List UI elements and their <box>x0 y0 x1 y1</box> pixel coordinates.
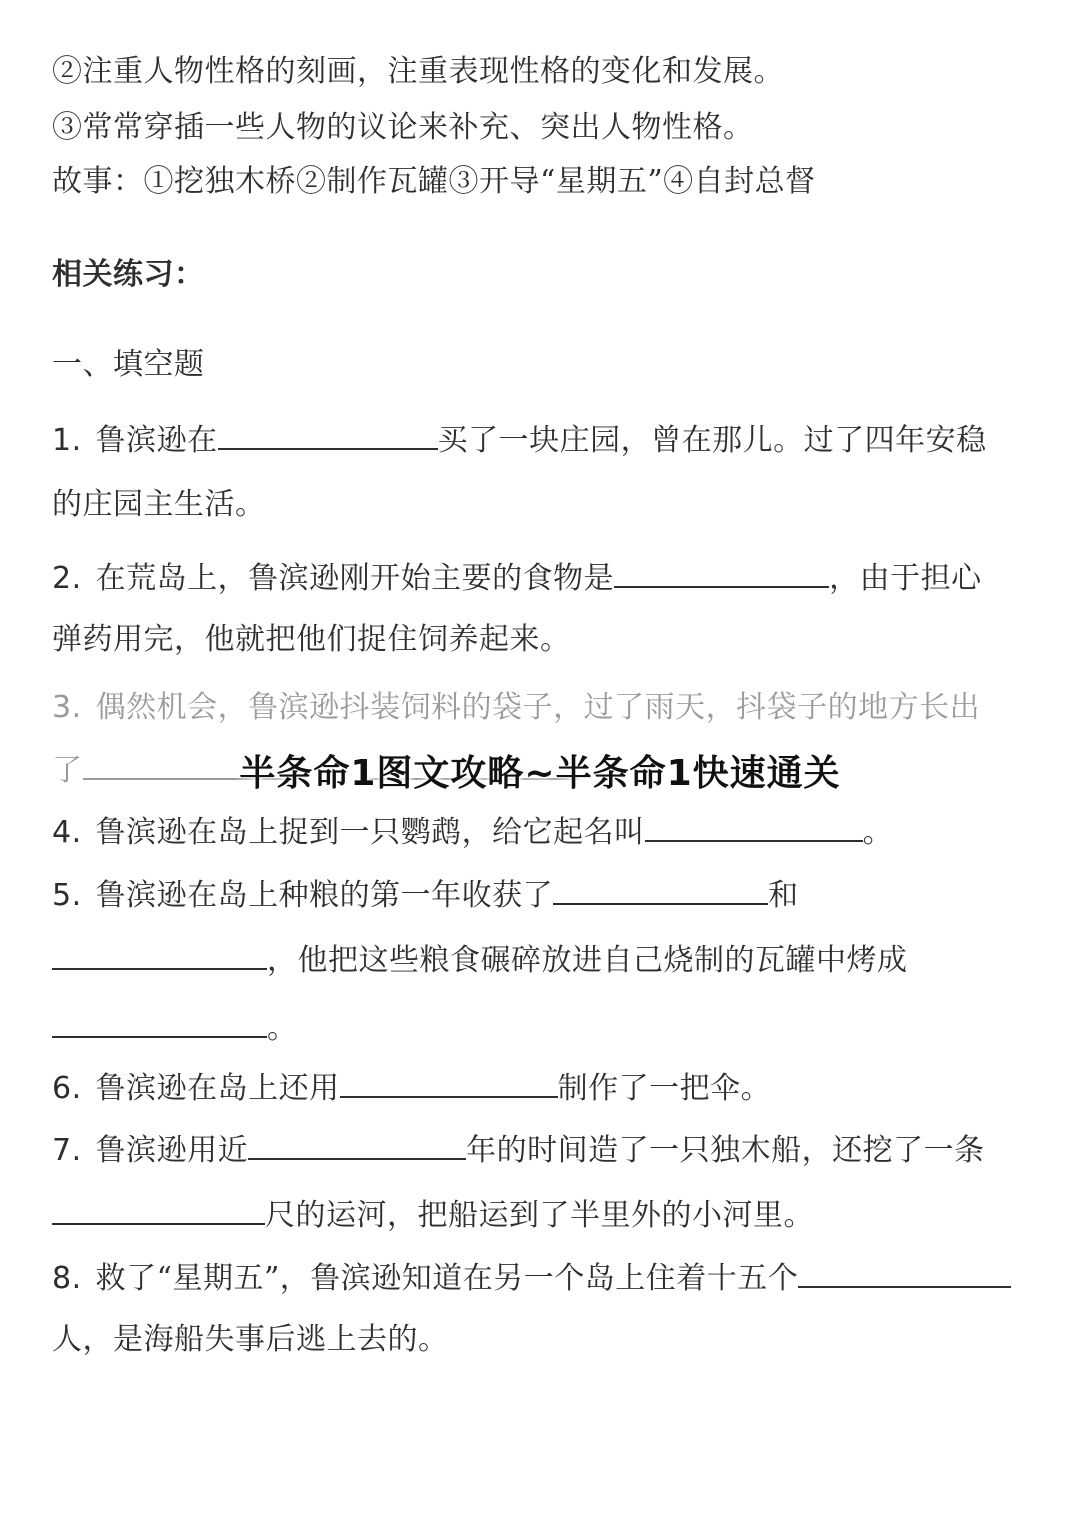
question-6-line <box>52 1068 771 1109</box>
question-5-line-3 <box>52 1008 298 1049</box>
question-3-line-1 <box>52 688 980 728</box>
answer-blank[interactable] <box>52 1008 267 1038</box>
question-text: ，由于担心 <box>829 561 982 596</box>
question-number: 2. <box>52 561 82 596</box>
question-1-line-2: 的庄园主生活。 <box>52 487 266 522</box>
question-2-line-1 <box>52 558 982 599</box>
question-7-line-2 <box>52 1195 814 1236</box>
question-text: 鲁滨逊用近 <box>95 1133 249 1168</box>
question-text: 尺的运河，把船运到了半里外的小河里。 <box>265 1198 814 1233</box>
question-number: 5. <box>52 878 82 913</box>
question-number: 3. <box>52 690 82 725</box>
question-text: 。 <box>862 815 894 850</box>
answer-blank[interactable] <box>340 1068 558 1098</box>
summary-point-3: ③常常穿插一些人物的议论来补充、突出人物性格。 <box>52 110 754 145</box>
answer-blank[interactable] <box>218 420 438 450</box>
question-number: 6. <box>52 1071 82 1106</box>
question-text: 救了“星期五”，鲁滨逊知道在另一个岛上住着十五个 <box>95 1261 799 1296</box>
question-text: 鲁滨逊在岛上种粮的第一年收获了 <box>95 878 554 913</box>
question-text: 鲁滨逊在 <box>95 423 218 458</box>
answer-blank[interactable] <box>645 812 863 842</box>
answer-blank[interactable] <box>52 1195 265 1225</box>
question-8-line-2: 人，是海船失事后逃上去的。 <box>52 1322 449 1357</box>
answer-blank[interactable] <box>52 940 267 970</box>
question-number: 4. <box>52 815 82 850</box>
question-text: 了 <box>52 753 83 788</box>
question-number: 1. <box>52 423 82 458</box>
question-5-line-2 <box>52 940 908 981</box>
question-text: ，他把这些粮食碾碎放进自己烧制的瓦罐中烤成 <box>267 943 908 978</box>
question-text: 鲁滨逊在岛上捉到一只鹦鹉，给它起名叫 <box>95 815 645 850</box>
question-1-line-1 <box>52 420 987 461</box>
question-text: 鲁滨逊在岛上还用 <box>95 1071 340 1106</box>
question-number: 7. <box>52 1133 82 1168</box>
section-title: 相关练习： <box>52 257 205 292</box>
answer-blank[interactable] <box>553 875 768 905</box>
answer-blank[interactable] <box>614 558 829 588</box>
question-2-line-2: 弹药用完，他就把他们捉住饲养起来。 <box>52 622 571 657</box>
question-text: 在荒岛上，鲁滨逊刚开始主要的食物是 <box>95 561 615 596</box>
answer-blank[interactable] <box>248 1130 466 1160</box>
section-subtitle: 一、填空题 <box>52 347 205 382</box>
question-text: 年的时间造了一只独木船，还挖了一条 <box>466 1133 985 1168</box>
question-5-line-1 <box>52 875 799 916</box>
question-4-line <box>52 812 893 853</box>
summary-point-2: ②注重人物性格的刻画，注重表现性格的变化和发展。 <box>52 54 784 89</box>
question-text: 和 <box>768 878 799 913</box>
overlay-title: 半条命1图文攻略~半条命1快速通关 <box>239 753 841 794</box>
question-7-line-1 <box>52 1130 985 1171</box>
summary-stories: 故事：①挖独木桥②制作瓦罐③开导“星期五”④自封总督 <box>52 164 816 199</box>
question-number: 8. <box>52 1261 82 1296</box>
question-8-line-1 <box>52 1258 1011 1299</box>
answer-blank[interactable] <box>798 1258 1011 1288</box>
question-text: 。 <box>267 1011 298 1046</box>
question-text: 偶然机会，鲁滨逊抖装饲料的袋子，过了雨天，抖袋子的地方长出 <box>95 690 981 725</box>
question-text: 买了一块庄园，曾在那儿。过了四年安稳 <box>437 423 987 458</box>
question-text: 制作了一把伞。 <box>557 1071 772 1106</box>
